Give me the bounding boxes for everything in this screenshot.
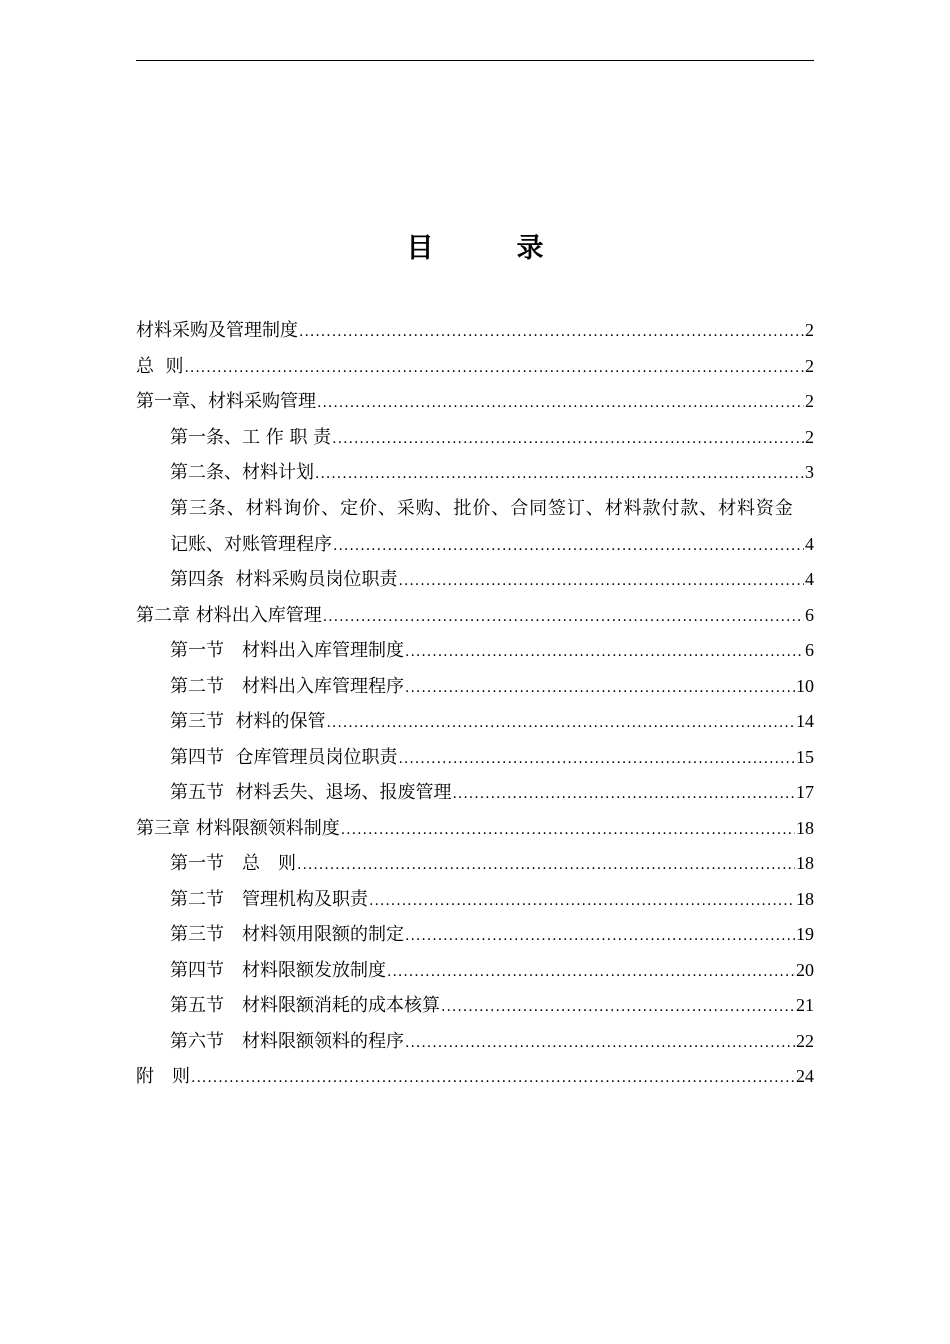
toc-leader-dots [326, 706, 795, 742]
toc-leader-dots [398, 564, 804, 600]
toc-entry-label: 第二章 材料出入库管理 [136, 604, 322, 626]
toc-leader-dots [323, 600, 804, 636]
toc-entry[interactable] [136, 882, 814, 918]
toc-entry-label: 第六节 材料限额领料的程序 [170, 1030, 404, 1052]
toc-page-number: 2 [805, 426, 814, 447]
toc-leader-dots [387, 955, 795, 991]
toc-leader-dots [452, 777, 795, 813]
toc-page-number: 2 [805, 320, 814, 340]
toc-entry[interactable] [136, 988, 814, 1024]
toc-entry-label: 第一节 总 则 [170, 853, 296, 874]
toc-entry-label: 第四节 材料限额发放制度 [170, 959, 386, 981]
toc-page-number: 19 [796, 924, 814, 944]
toc-page-number: 24 [796, 1066, 814, 1086]
toc-page-number: 10 [796, 675, 814, 696]
toc-leader-dots [441, 990, 795, 1026]
toc-entry[interactable] [136, 953, 814, 989]
toc-entry-label: 第二节 管理机构及职责 [170, 888, 368, 910]
toc-entry[interactable] [136, 420, 814, 456]
toc-leader-dots [333, 529, 804, 565]
table-of-contents [136, 313, 814, 1095]
toc-entry[interactable] [136, 1024, 814, 1060]
toc-leader-dots [332, 422, 804, 458]
toc-entry[interactable] [136, 384, 814, 420]
toc-entry-label: 第一章、材料采购管理 [136, 391, 316, 412]
toc-page-number: 18 [796, 853, 814, 873]
toc-leader-dots [405, 671, 795, 707]
toc-entry[interactable] [136, 1059, 814, 1095]
toc-leader-dots [341, 813, 795, 849]
toc-entry[interactable] [136, 313, 814, 349]
toc-page-number: 2 [805, 391, 814, 411]
header-rule [136, 60, 814, 61]
toc-entry-first-line[interactable]: 第三条、材料询价、定价、采购、批价、合同签订、材料款付款、材料资金 [170, 497, 794, 519]
toc-leader-dots [398, 742, 795, 778]
toc-leader-dots [299, 315, 804, 351]
toc-page-number: 6 [805, 604, 814, 625]
toc-page-number: 14 [796, 711, 814, 731]
toc-entry[interactable] [136, 775, 814, 811]
toc-page-number: 22 [796, 1030, 814, 1051]
toc-entry-label: 第二条、材料计划 [170, 462, 314, 483]
toc-leader-dots [317, 386, 804, 422]
toc-entry-label: 第三节 材料领用限额的制定 [170, 924, 404, 945]
toc-page-number: 2 [805, 355, 814, 376]
toc-entry[interactable] [136, 598, 814, 634]
toc-entry-label: 材料采购及管理制度 [136, 320, 298, 341]
toc-page-number: 4 [805, 533, 814, 554]
toc-entry[interactable] [136, 455, 814, 491]
toc-entry[interactable] [136, 633, 814, 669]
toc-page-number: 17 [796, 782, 814, 802]
toc-title: 目 录 [406, 233, 572, 264]
toc-leader-dots [191, 1061, 795, 1097]
toc-leader-dots [405, 635, 804, 671]
toc-leader-dots [297, 848, 795, 884]
toc-entry[interactable] [136, 669, 814, 705]
toc-leader-dots [405, 919, 795, 955]
toc-leader-dots [315, 457, 804, 493]
toc-leader-dots [369, 884, 795, 920]
toc-entry-label: 附 则 [136, 1066, 190, 1087]
toc-page-number: 21 [796, 995, 814, 1015]
toc-page-number: 18 [796, 888, 814, 909]
toc-leader-dots [184, 351, 804, 387]
toc-entry-label: 总 则 [136, 355, 184, 377]
toc-page-number: 3 [805, 462, 814, 482]
toc-leader-dots [405, 1026, 795, 1062]
toc-page-number: 18 [796, 817, 814, 838]
toc-entry[interactable] [136, 562, 814, 598]
toc-entry[interactable] [136, 740, 814, 776]
toc-page-number: 6 [805, 640, 814, 660]
toc-entry[interactable] [136, 917, 814, 953]
toc-page-number: 4 [805, 569, 814, 589]
toc-entry[interactable] [136, 846, 814, 882]
toc-entry[interactable] [136, 527, 814, 563]
toc-entry-label: 第三节 材料的保管 [170, 711, 326, 732]
toc-entry-label: 第三章 材料限额领料制度 [136, 817, 340, 839]
toc-entry-label: 第五节 材料丢失、退场、报废管理 [170, 782, 452, 803]
toc-entry-label: 记账、对账管理程序 [170, 533, 332, 555]
toc-page-number: 20 [796, 959, 814, 980]
toc-entry-label: 第五节 材料限额消耗的成本核算 [170, 995, 440, 1016]
toc-entry-label: 第四条 材料采购员岗位职责 [170, 569, 398, 590]
toc-entry[interactable] [136, 704, 814, 740]
toc-entry-label: 第一节 材料出入库管理制度 [170, 640, 404, 661]
toc-entry[interactable] [136, 349, 814, 385]
toc-entry[interactable] [136, 811, 814, 847]
toc-entry-label: 第二节 材料出入库管理程序 [170, 675, 404, 697]
toc-entry-label: 第一条、工 作 职 责 [170, 426, 332, 448]
toc-page-number: 15 [796, 746, 814, 767]
toc-entry-label: 第四节 仓库管理员岗位职责 [170, 746, 398, 768]
